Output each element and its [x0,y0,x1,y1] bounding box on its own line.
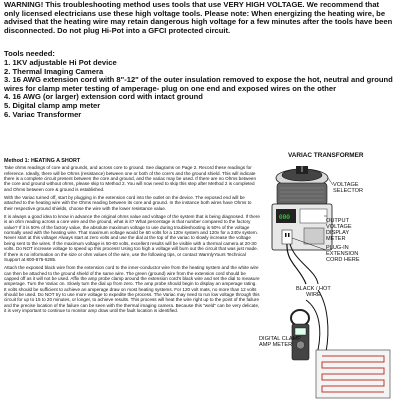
voltage-selector-label: VOLTAGE SELECTOR [333,182,364,194]
method-paragraph: With the Variac turned off, start by plugging in the extension cord into the outlet on the device. The exposed end will be attached to the heating wire with the Ohms reading between its core and ground. In the instance both wires have Ohms to their respective ground shields, choose the wire with the lower resistance value. [4,195,252,211]
tool-item: 3. 16 AWG extension cord with 8"-12" of the outer insulation removed to expose the hot, neutral and ground wires for clamp meter testing of amperage- plug on one end and exposed wires on the other [4,75,393,93]
tool-item: 1. 1KV adjustable Hi Pot device [4,58,117,67]
method-paragraph: Attach the exposed black wire from the extension cord to the inner-conductor wire from the heating system and the white wire can then be attached to the ground shield of the same wire. The green (ground) wire from the extension cord should be capped off as it will not be used. Affix the amp probe clamp around the extension cord's black wire and set the dial to measure amperage. Turn the Variac on. Slowly turn the dial up from zero. The amp probe should begin to display an amperage rating. It volts should be sufficient to achieve an amperage draw on most heating systems. For 120 volt mats, no more than 12 volts should be used. Do NOT try to use more voltage to expedite the process. The Variac may need to run low voltage through this circuit for up to 15 to 20 minutes, or longer, to achieve results. This process will heat the wire right up to the point of the failure and the precise location of the failure can be seen with the thermal imaging camera. Because this "weld" can be very delicate, it is very important to continue to monitor amp draw until the fault location is identified. [4,265,260,313]
tools-list [4,59,396,119]
tool-item: 5. Digital clamp amp meter [4,100,101,110]
method-paragraph: Take ohms readings of core and grounds, and across core to ground. See diagrams on Page 2. Record these readings for reference. Ideally, there will be Ohms (resistance) between one or both of the core's and the ground shield. This will indicate there is a complete circuit present between the core and ground, and the variac may be used. If there are no Ohms between the core and ground without ohms, please skip to Method 2. You will now need to skip this step after Method 2 is completed and Ohms between core & ground is established. [4,165,257,192]
clamp-meter-illustration [291,310,309,360]
figure-title: VARIAC TRANSFORMER [288,152,364,159]
tool-item: 6. Variac Transformer [4,109,82,119]
method-paragraph: It is always a good idea to know in advance the original ohms value and voltage of the system that is being diagnosed. If there is an ohm reading across a core wire and the ground, what is it? What percentage is that number compared to the factory value? If it is 50% of the factory value, the absolute maximum voltage to use during troubleshooting is 50% of the voltage normally used with the heating wire. That maximum voltage would be 60 volts for a 120v system and 120v for a 240v system. Never start at this voltage! Always start at zero volts and use the dial at the top of the variac to slowly increase the voltage being sent to the wires. If the maximum voltage is 50-60 volts, excellent results will be visible with a thermal camera at 20-30 volts. Do NOT increase voltage to speed up this process! Using too high a voltage will burn out the circuit that was just made. If there is no information on the size or ohm values of the wire, use the following tips, or contact WarmlyYours Technical Support at 800-875-5285. [4,214,260,262]
variac-diagram [256,158,400,400]
outlet-icon [282,230,292,244]
clamp-meter-label: DIGITAL CLAMP AMP METER [259,336,301,348]
plug-in-label: PLUG-IN EXTENSION CORD HERE [326,245,360,263]
warning-text: WARNING! This troubleshooting method uses tools that use VERY HIGH VOLTAGE. We recommend that only licensed electricians use these high voltage tools. Please note: When energizing the heating wire, be advised that the heating wire may retain dangerous high voltage for a few minutes after the tools have been disconnected. Do not plug Hi-Pot into a GFCI protected circuit. [4,0,393,36]
svg-text:000: 000 [279,214,290,221]
heating-mat-illustration [316,350,390,398]
method-section [4,159,260,316]
tool-item: 4. 16 AWG (or larger) extension cord with intact ground [4,92,203,102]
tool-item: 2. Thermal Imaging Camera [4,66,104,76]
method-heading: Method 1: HEATING A SHORT [4,158,81,164]
variac-transformer-illustration [272,166,332,250]
tools-title: Tools needed: [4,49,55,58]
output-meter-label: OUTPUT VOLTAGE DISPLAY METER [326,218,352,242]
black-hot-wire-label: BLACK / HOT WIRE [296,286,331,298]
